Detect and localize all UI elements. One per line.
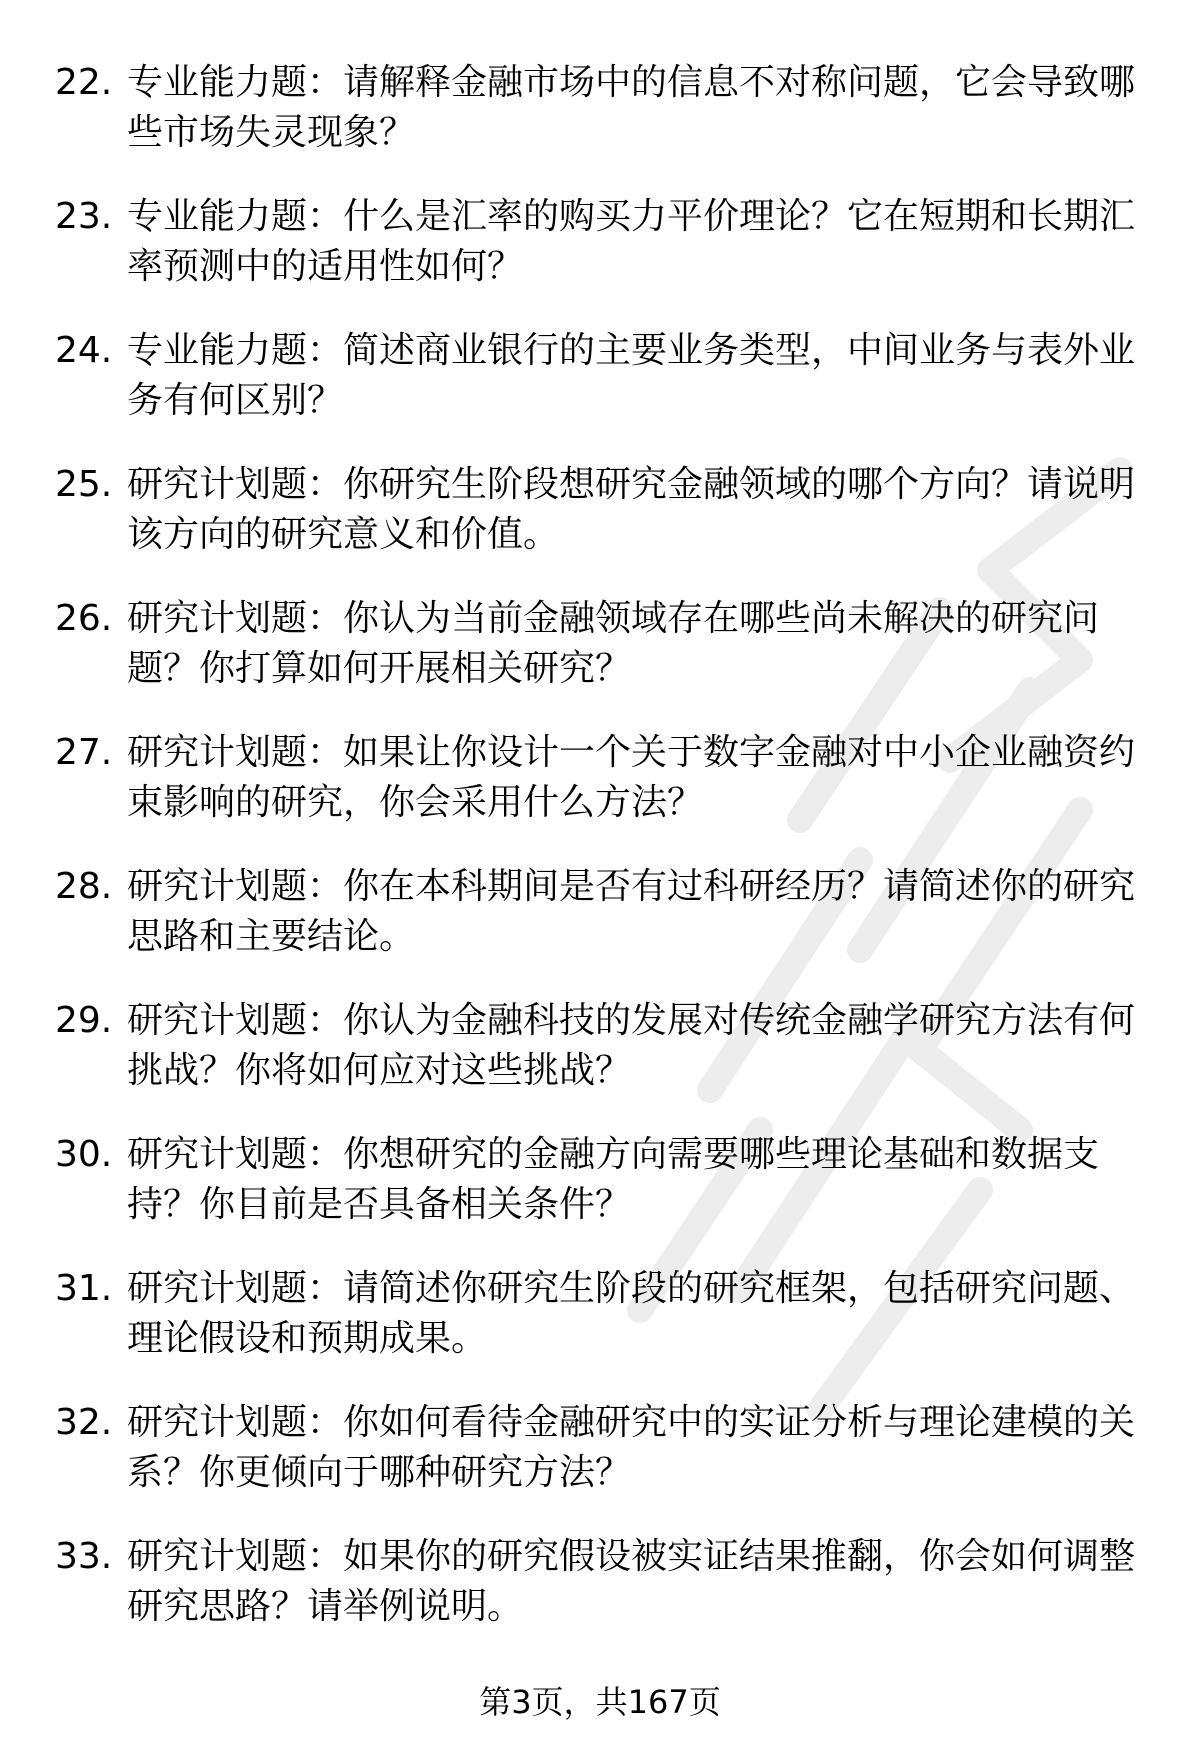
- question-text: 研究计划题：你认为金融科技的发展对传统金融学研究方法有何挑战？你将如何应对这些挑战？: [127, 1000, 1136, 1091]
- question-number: 23.: [55, 196, 113, 237]
- page-indicator: 第3页，共167页: [479, 1683, 721, 1721]
- question-number: 33.: [55, 1536, 113, 1577]
- question-item: [55, 460, 1155, 560]
- question-item: [55, 996, 1155, 1096]
- question-number: 31.: [55, 1268, 113, 1309]
- question-number: 24.: [55, 330, 113, 371]
- question-text: 专业能力题：请解释金融市场中的信息不对称问题，它会导致哪些市场失灵现象？: [127, 62, 1136, 153]
- question-text: 研究计划题：如果你的研究假设被实证结果推翻，你会如何调整研究思路？请举例说明。: [127, 1536, 1136, 1627]
- question-number: 26.: [55, 598, 113, 639]
- question-item: [55, 862, 1155, 962]
- question-text: 研究计划题：你在本科期间是否有过科研经历？请简述你的研究思路和主要结论。: [127, 866, 1136, 957]
- question-number: 25.: [55, 464, 113, 505]
- question-item: [55, 192, 1155, 292]
- question-number: 22.: [55, 62, 113, 103]
- question-item: [55, 1264, 1155, 1364]
- question-item: [55, 1130, 1155, 1230]
- question-text: 研究计划题：你想研究的金融方向需要哪些理论基础和数据支持？你目前是否具备相关条件？: [127, 1134, 1100, 1225]
- question-item: [55, 594, 1155, 694]
- question-number: 28.: [55, 866, 113, 907]
- question-item: [55, 58, 1155, 158]
- question-item: [55, 1398, 1155, 1498]
- question-number: 30.: [55, 1134, 113, 1175]
- question-text: 专业能力题：简述商业银行的主要业务类型，中间业务与表外业务有何区别？: [127, 330, 1136, 421]
- question-text: 研究计划题：你如何看待金融研究中的实证分析与理论建模的关系？你更倾向于哪种研究方法？: [127, 1402, 1136, 1493]
- question-text: 研究计划题：如果让你设计一个关于数字金融对中小企业融资约束影响的研究，你会采用什么方法？: [127, 732, 1136, 823]
- question-item: [55, 326, 1155, 426]
- question-item: [55, 728, 1155, 828]
- question-text: 专业能力题：什么是汇率的购买力平价理论？它在短期和长期汇率预测中的适用性如何？: [127, 196, 1136, 287]
- question-item: [55, 1532, 1155, 1632]
- question-text: 研究计划题：你研究生阶段想研究金融领域的哪个方向？请说明该方向的研究意义和价值。: [127, 464, 1136, 555]
- question-text: 研究计划题：你认为当前金融领域存在哪些尚未解决的研究问题？你打算如何开展相关研究？: [127, 598, 1100, 689]
- question-number: 32.: [55, 1402, 113, 1443]
- question-text: 研究计划题：请简述你研究生阶段的研究框架，包括研究问题、理论假设和预期成果。: [127, 1268, 1136, 1359]
- question-number: 27.: [55, 732, 113, 773]
- question-number: 29.: [55, 1000, 113, 1041]
- question-list: [55, 58, 1155, 1666]
